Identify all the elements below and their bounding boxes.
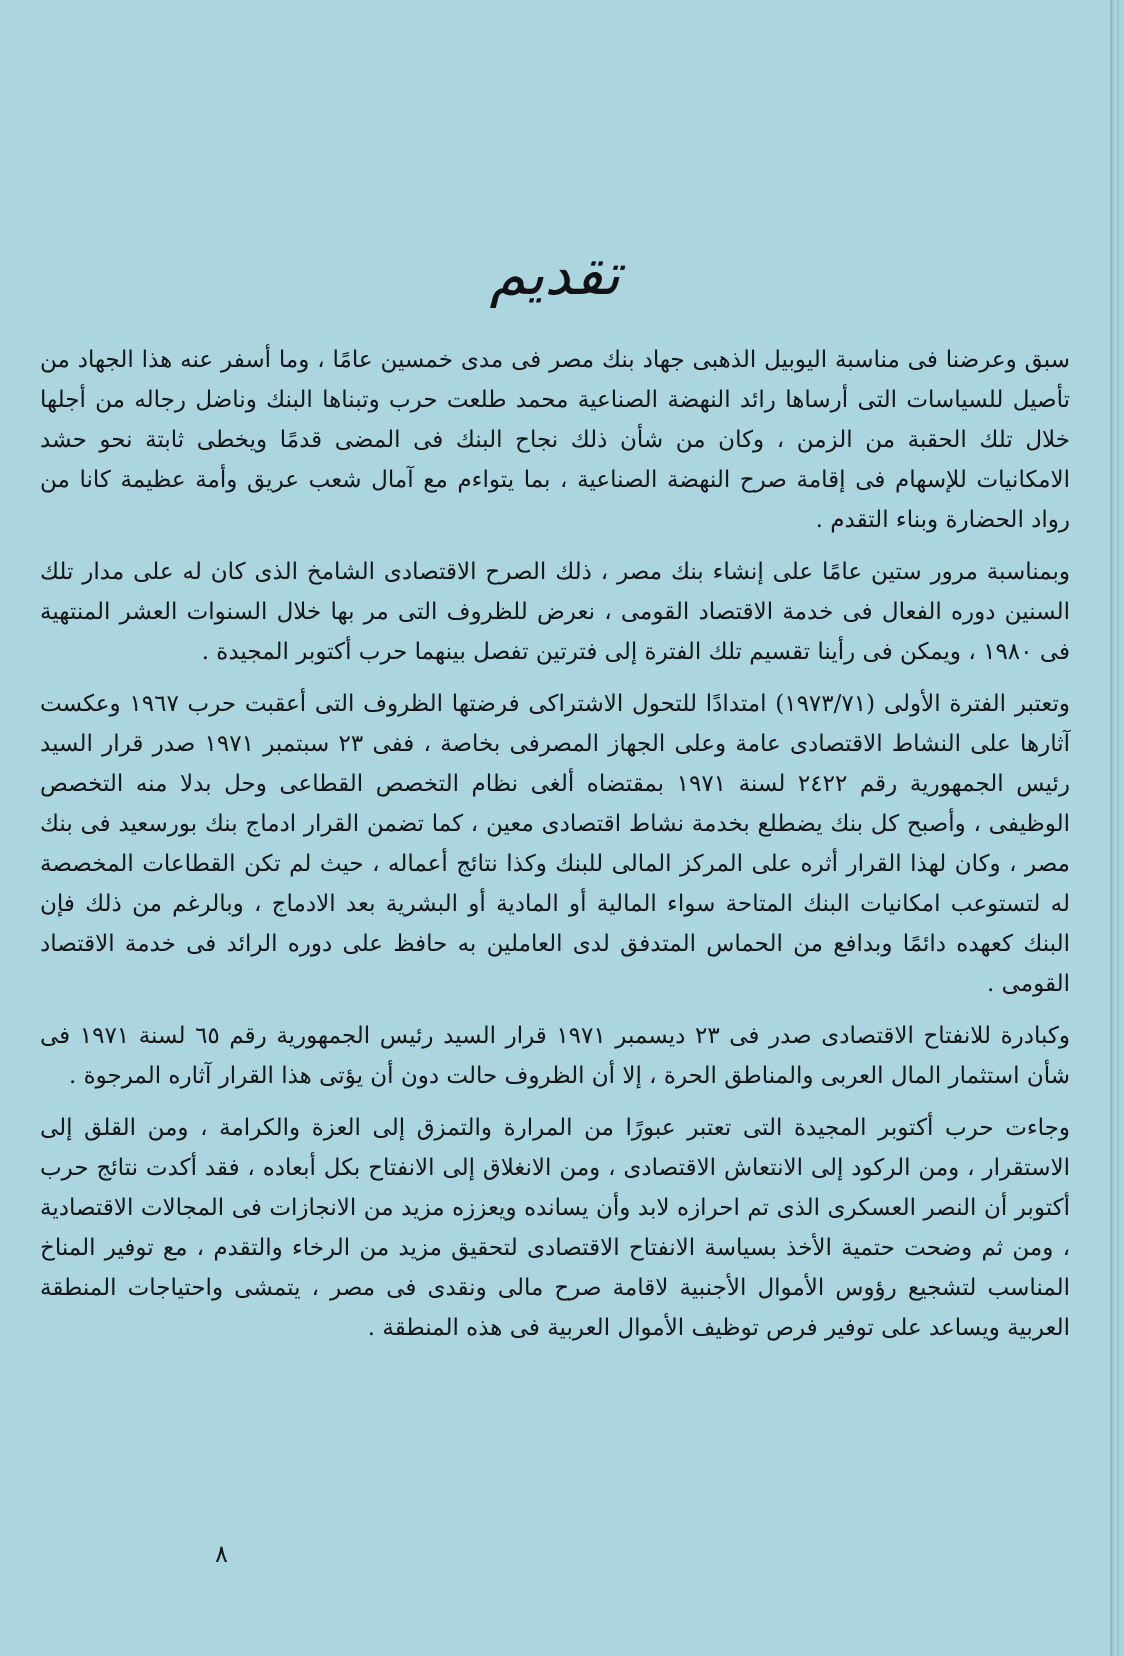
paragraph-5: وجاءت حرب أكتوبر المجيدة التى تعتبر عبورًا من المرارة والتمزق إلى العزة والكرامة ، ومن القلق إلى الاستقرار ، ومن الركود إلى الانتعاش الاقتصادى ، ومن الانغلاق إلى الانفتاح بكل أبعاده ، فقد أكدت نتائج حرب أكتوبر أن النصر العسكرى الذى تم احرازه لابد وأن يسانده ويعززه مزيد من الانجازات فى المجالات الاقتصادية ، ومن ثم وضحت حتمية الأخذ بسياسة الانفتاح الاقتصادى لتحقيق مزيد من الرخاء والتقدم ، مع توفير المناخ المناسب لتشجيع رؤوس الأموال الأجنبية لاقامة صرح مالى ونقدى فى مصر ، يتمشى واحتياجات المنطقة العربية ويساعد على توفير فرص توظيف الأموال العربية فى هذه المنطقة .	[40, 1115, 1070, 1341]
paragraph-4: وكبادرة للانفتاح الاقتصادى صدر فى ٢٣ ديسمبر ١٩٧١ قرار السيد رئيس الجمهورية رقم ٦٥ لسنة ١٩٧١ فى شأن استثمار المال العربى والمناطق الحرة ، إلا أن الظروف حالت دون أن يؤتى هذا القرار آثاره المرجوة .	[40, 1023, 1070, 1089]
paragraph-3: وتعتبر الفترة الأولى (١٩٧٣/٧١) امتدادًا للتحول الاشتراكى فرضتها الظروف التى أعقبت حرب ١٩٦٧ وعكست آثارها على النشاط الاقتصادى عامة وعلى الجهاز المصرفى بخاصة ، ففى ٢٣ سبتمبر ١٩٧١ صدر قرار السيد رئيس الجمهورية رقم ٢٤٢٢ لسنة ١٩٧١ بمقتضاه ألغى نظام التخصص القطاعى وحل بدلا منه التخصص الوظيفى ، وأصبح كل بنك يضطلع بخدمة نشاط اقتصادى معين ، كما تضمن القرار ادماج بنك بورسعيد فى بنك مصر ، وكان لهذا القرار أثره على المركز المالى للبنك وكذا نتائج أعماله ، حيث لم تكن القطاعات المخصصة له لتستوعب امكانيات البنك المتاحة سواء المالية أو المادية أو البشرية بعد الادماج ، وبالرغم من ذلك فإن البنك كعهده دائمًا وبدافع من الحماس المتدفق لدى العاملين به حافظ على دوره الرائد فى خدمة الاقتصاد القومى .	[40, 691, 1070, 997]
paragraph-2: وبمناسبة مرور ستين عامًا على إنشاء بنك مصر ، ذلك الصرح الاقتصادى الشامخ الذى كان له على مدار تلك السنين دوره الفعال فى خدمة الاقتصاد القومى ، نعرض للظروف التى مر بها خلال السنوات العشر المنتهية فى ١٩٨٠ ، ويمكن فى رأينا تقسيم تلك الفترة إلى فترتين تفصل بينهما حرب أكتوبر المجيدة .	[40, 559, 1070, 665]
page-title: تقديم	[489, 240, 621, 308]
body-text	[40, 340, 1070, 1360]
page-number: ٨	[215, 1540, 228, 1568]
page-edge-divider	[1112, 0, 1114, 1656]
page-edge-divider	[1117, 0, 1119, 1656]
paragraph-1: سبق وعرضنا فى مناسبة اليوبيل الذهبى جهاد بنك مصر فى مدى خمسين عامًا ، وما أسفر عنه هذا الجهاد من تأصيل للسياسات التى أرساها رائد النهضة الصناعية محمد طلعت حرب وتبناها البنك وناضل رجاله من أجلها خلال تلك الحقبة من الزمن ، وكان من شأن ذلك نجاح البنك فى المضى قدمًا ويخطى ثابتة نحو حشد الامكانيات للإسهام فى إقامة صرح النهضة الصناعية ، بما يتواءم مع آمال شعب عريق وأمة عظيمة كانا من رواد الحضارة وبناء التقدم .	[40, 347, 1070, 533]
